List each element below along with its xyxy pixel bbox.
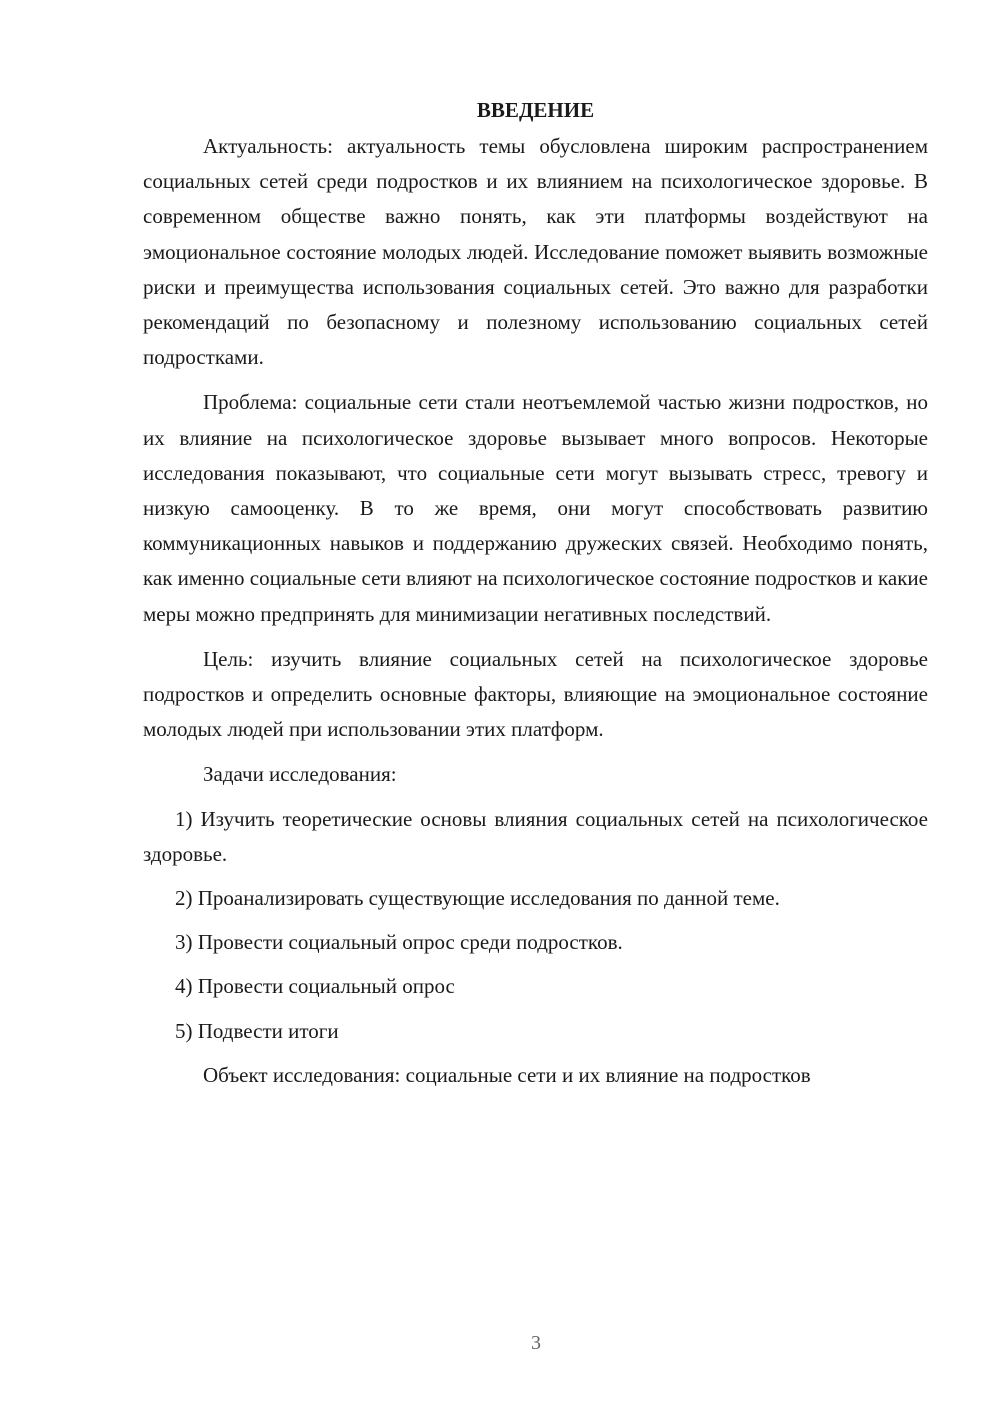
page-number: 3 (531, 1332, 541, 1354)
document-page (143, 95, 928, 1093)
tasks-list (143, 802, 928, 1049)
list-item: 1) Изучить теоретические основы влияния социальных сетей на психологическое здоровье. (143, 806, 928, 866)
tasks-heading: Задачи исследования: (203, 762, 397, 787)
paragraph-problem: Проблема: социальные сети стали неотъемлемой частью жизни подростков, но их влияние на психологическое здоровье вызывает много вопросов. Некоторые исследования показывают, что социальные сети могут вызывать стресс, тревогу и низкую самооценку. В то же время, они могут способствовать развитию коммуникационных навыков и поддержанию дружеских связей. Необходимо понять, как именно социальные сети влияют на психологическое состояние подростков и какие меры можно предпринять для минимизации негативных последствий. (143, 390, 928, 626)
list-item: 5) Подвести итоги (175, 1018, 339, 1043)
paragraph-object: Объект исследования: социальные сети и их влияние на подростков (203, 1062, 811, 1087)
list-item: 2) Проанализировать существующие исследования по данной теме. (175, 886, 780, 911)
page-title: ВВЕДЕНИЕ (476, 98, 595, 122)
paragraph-goal: Цель: изучить влияние социальных сетей на психологическое здоровье подростков и определить основные факторы, влияющие на эмоциональное состояние молодых людей при использовании этих платформ. (143, 646, 928, 742)
list-item: 3) Провести социальный опрос среди подростков. (175, 930, 623, 955)
list-item: 4) Провести социальный опрос (175, 974, 455, 999)
paragraph-relevance: Актуальность: актуальность темы обусловлена широким распространением социальных сетей среди подростков и их влиянием на психологическое здоровье. В современном обществе важно понять, как эти платформы воздействуют на эмоциональное состояние молодых людей. Исследование поможет выявить возможные риски и преимущества использования социальных сетей. Это важно для разработки рекомендаций по безопасному и полезному использованию социальных сетей подростками. (143, 134, 928, 370)
